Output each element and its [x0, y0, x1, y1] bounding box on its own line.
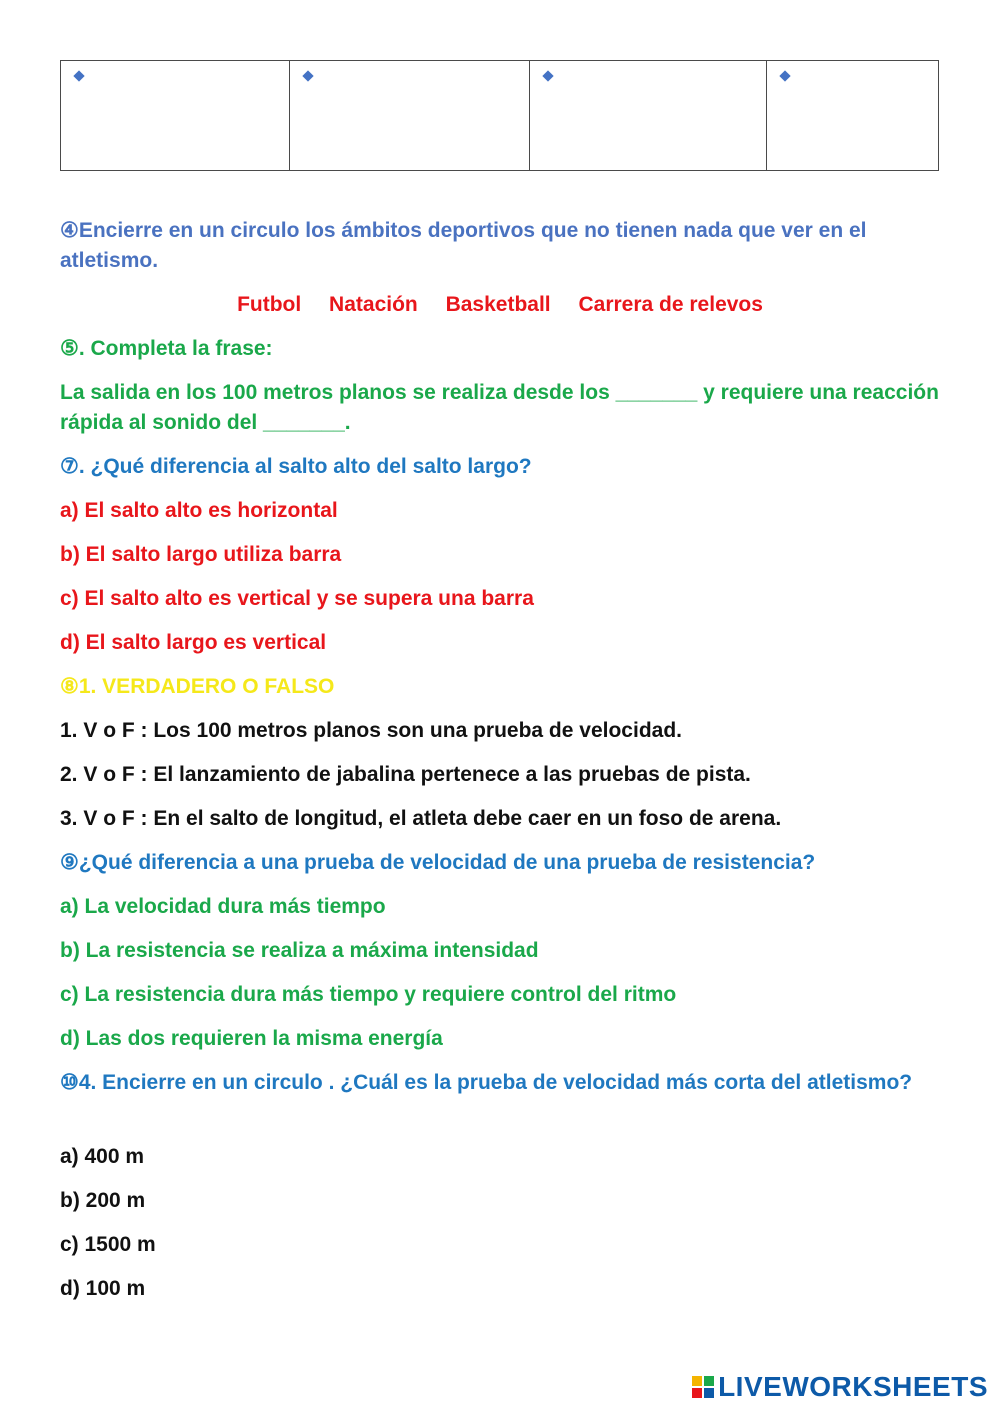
- question-9-option[interactable]: d) Las dos requieren la misma energía: [60, 1027, 443, 1050]
- diamond-bullet-icon: [302, 70, 313, 81]
- question-7-option[interactable]: b) El salto largo utiliza barra: [60, 543, 342, 566]
- logo-grid-icon: [692, 1376, 714, 1398]
- question-5-heading: ⑤. Completa la frase:: [60, 337, 273, 360]
- answer-table: [60, 60, 939, 171]
- question-7-option[interactable]: c) El salto alto es vertical y se supera una barra: [60, 587, 534, 610]
- question-5-sentence: La salida en los 100 metros planos se realiza desde los _______ y requiere una reacción rápida al sonido del _______.: [60, 381, 939, 434]
- true-false-item[interactable]: 3. V o F : En el salto de longitud, el atleta debe caer en un foso de arena.: [60, 807, 782, 830]
- question-8-heading: ⑧1. VERDADERO O FALSO: [60, 675, 335, 698]
- question-10-heading: ⑩4. Encierre en un circulo . ¿Cuál es la prueba de velocidad más corta del atletismo?: [60, 1071, 913, 1094]
- true-false-item[interactable]: 1. V o F : Los 100 metros planos son una prueba de velocidad.: [60, 719, 682, 742]
- logo-text: LIVEWORKSHEETS: [718, 1371, 988, 1402]
- question-9-heading: ⑨¿Qué diferencia a una prueba de velocidad de una prueba de resistencia?: [60, 851, 816, 874]
- answer-cell[interactable]: [530, 61, 767, 171]
- question-10-option[interactable]: b) 200 m: [60, 1189, 146, 1212]
- answer-cell[interactable]: [61, 61, 290, 171]
- question-10-option[interactable]: d) 100 m: [60, 1277, 146, 1300]
- sport-option[interactable]: Futbol: [237, 293, 302, 316]
- question-4-heading: ④Encierre en un circulo los ámbitos deportivos que no tienen nada que ver en el atletismo.: [60, 219, 867, 272]
- diamond-bullet-icon: [779, 70, 790, 81]
- true-false-item[interactable]: 2. V o F : El lanzamiento de jabalina pertenece a las pruebas de pista.: [60, 763, 751, 786]
- diamond-bullet-icon: [73, 70, 84, 81]
- sports-options: [0, 290, 1000, 320]
- sport-option[interactable]: Basketball: [445, 293, 551, 316]
- question-9-option[interactable]: b) La resistencia se realiza a máxima intensidad: [60, 939, 539, 962]
- question-9-option[interactable]: c) La resistencia dura más tiempo y requiere control del ritmo: [60, 983, 677, 1006]
- liveworksheets-logo: [692, 1370, 988, 1404]
- question-7-option[interactable]: d) El salto largo es vertical: [60, 631, 327, 654]
- question-9-option[interactable]: a) La velocidad dura más tiempo: [60, 895, 386, 918]
- answer-cell[interactable]: [290, 61, 530, 171]
- question-10-option[interactable]: a) 400 m: [60, 1145, 145, 1168]
- question-7-heading: ⑦. ¿Qué diferencia al salto alto del salto largo?: [60, 455, 532, 478]
- sport-option[interactable]: Carrera de relevos: [578, 293, 763, 316]
- sport-option[interactable]: Natación: [329, 293, 418, 316]
- question-10-option[interactable]: c) 1500 m: [60, 1233, 156, 1256]
- diamond-bullet-icon: [542, 70, 553, 81]
- answer-cell[interactable]: [767, 61, 939, 171]
- question-7-option[interactable]: a) El salto alto es horizontal: [60, 499, 338, 522]
